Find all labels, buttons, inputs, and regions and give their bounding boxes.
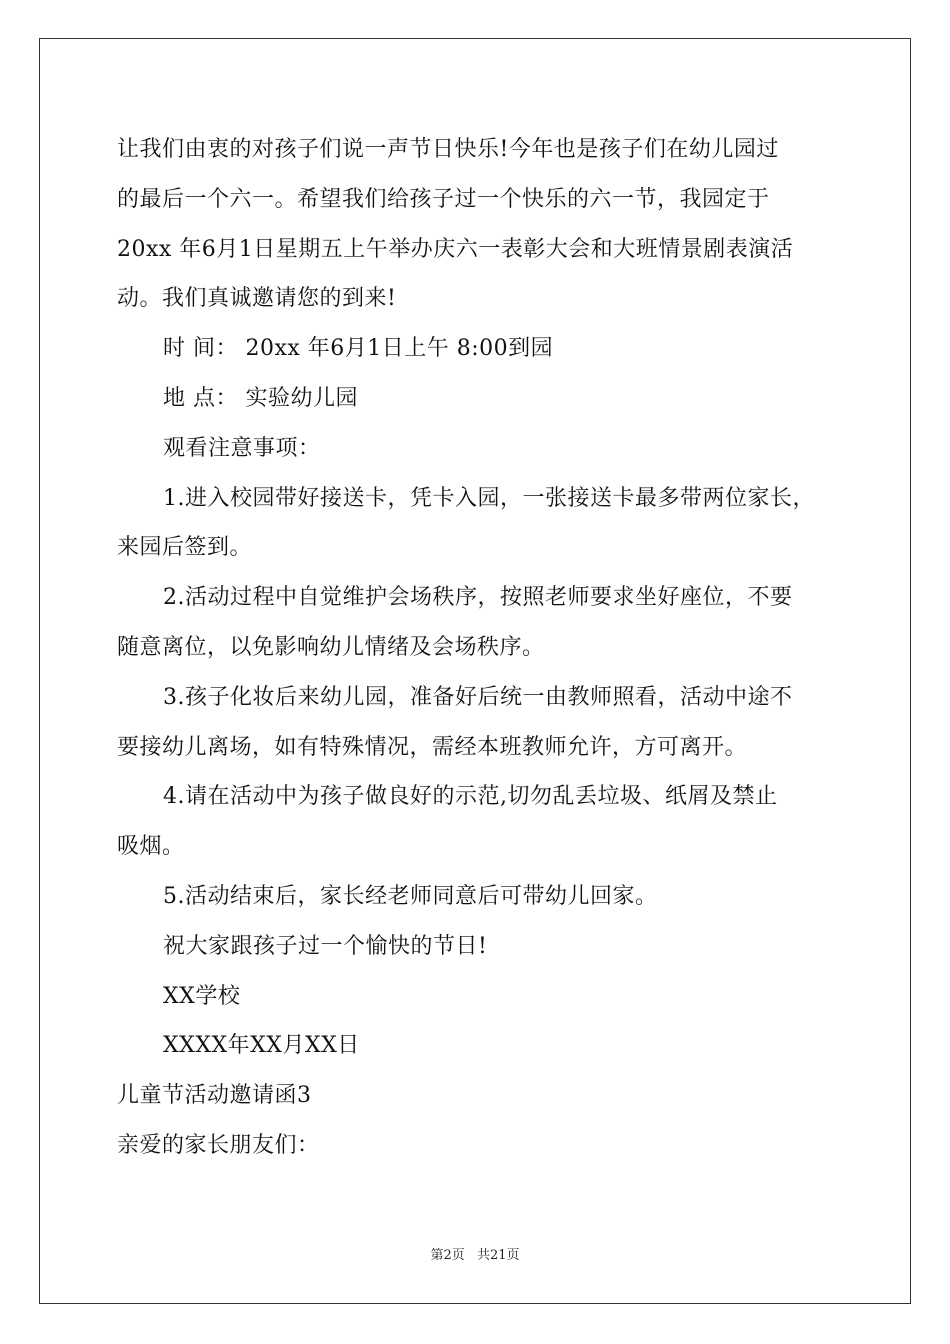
text-line: 动。我们真诚邀请您的到来! [117, 286, 397, 312]
text-line: XXXX年XX月XX日 [163, 1033, 360, 1059]
text-line: 祝大家跟孩子过一个愉快的节日! [163, 933, 488, 959]
text-line: 4.请在活动中为孩子做良好的示范,切勿乱丢垃圾、纸屑及禁止 [163, 784, 778, 810]
page-footer [0, 1244, 950, 1263]
text-line: 要接幼儿离场，如有特殊情况，需经本班教师允许，方可离开。 [117, 734, 748, 760]
page-total: 共21页 [476, 1248, 520, 1263]
text-line: 3.孩子化妆后来幼儿园，准备好后统一由教师照看，活动中途不 [163, 684, 793, 710]
document-body [117, 130, 837, 1176]
text-line: 2.活动过程中自觉维护会场秩序，按照老师要求坐好座位，不要 [163, 585, 793, 611]
text-line: 20xx 年6月1日星期五上午举办庆六一表彰大会和大班情景剧表演活 [117, 236, 794, 262]
text-line: 让我们由衷的对孩子们说一声节日快乐!今年也是孩子们在幼儿园过 [117, 137, 779, 162]
text-line: 亲爱的家长朋友们： [117, 1132, 320, 1158]
text-line: 吸烟。 [117, 834, 185, 860]
text-line: 5.活动结束后，家长经老师同意后可带幼儿回家。 [163, 883, 658, 909]
text-line: 地 点： 实验幼儿园 [163, 385, 358, 411]
text-line: 的最后一个六一。希望我们给孩子过一个快乐的六一节，我园定于 [117, 186, 770, 212]
text-line: 1.进入校园带好接送卡，凭卡入园，一张接送卡最多带两位家长， [163, 485, 815, 511]
text-line: 来园后签到。 [117, 535, 253, 561]
page-number: 第2页 [430, 1248, 465, 1263]
text-line: 时 间： 20xx 年6月1日上午 8:00到园 [163, 336, 554, 362]
text-line: 随意离位，以免影响幼儿情绪及会场秩序。 [117, 634, 545, 660]
text-line: 儿童节活动邀请函3 [117, 1083, 312, 1109]
text-line: 观看注意事项： [163, 435, 321, 461]
text-line: XX学校 [163, 983, 241, 1009]
